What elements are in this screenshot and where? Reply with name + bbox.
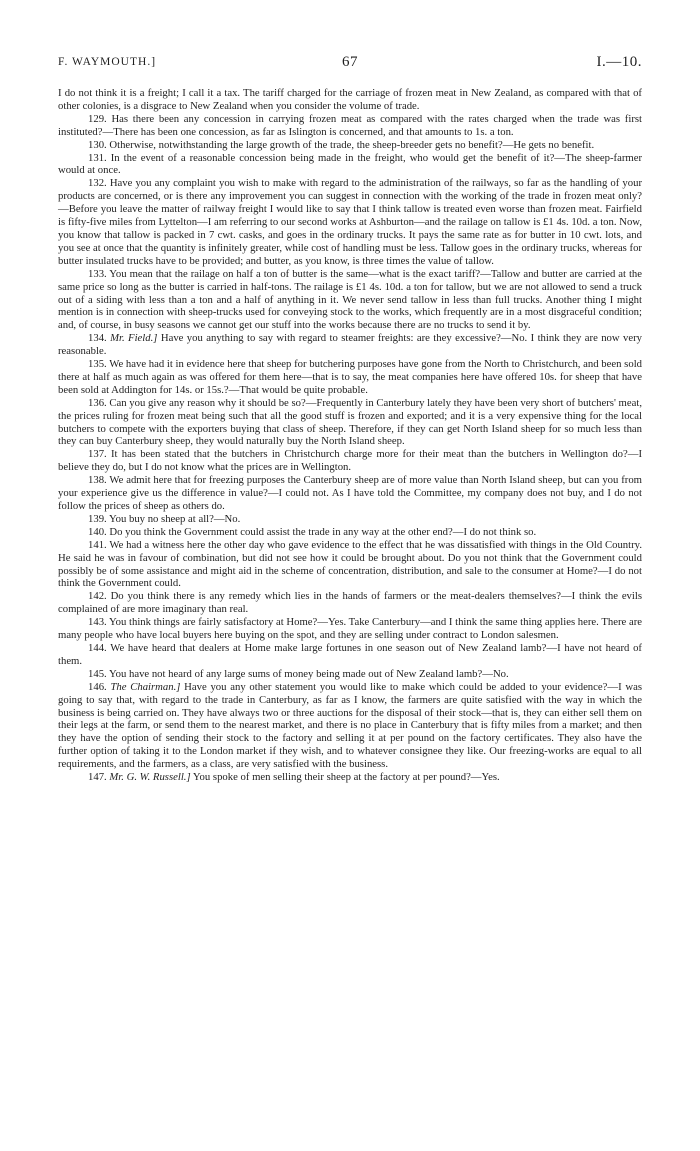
evidence-body xyxy=(58,87,642,784)
question-number: 131. xyxy=(88,151,107,164)
evidence-paragraph xyxy=(58,358,642,397)
page-number: 67 xyxy=(342,54,358,70)
paragraph-text: You think things are fairly satisfactory at Home?—Yes. Take Canterbury—and I think the same thing applies here. There are many people who have local buyers here buying on the spot, and they are selling under contract to London salesmen. xyxy=(58,616,642,642)
question-list xyxy=(58,113,642,784)
question-number: 146. xyxy=(88,680,107,693)
paragraph-text: In the event of a reasonable concession being made in the freight, who would get the benefit of it?—The sheep-farmer would at once. xyxy=(58,151,642,177)
paper-reference: I.—10. xyxy=(596,54,642,70)
paragraph-text: It has been stated that the butchers in Christchurch charge more for their meat than the butchers in Wellington do?—I believe they do, but I do not know what the prices are in Wellington. xyxy=(58,448,643,474)
question-number: 138. xyxy=(88,474,107,487)
question-number: 144. xyxy=(88,641,107,654)
evidence-paragraph xyxy=(58,177,642,267)
evidence-paragraph xyxy=(58,397,642,449)
question-number: 133. xyxy=(88,267,107,280)
question-number: 129. xyxy=(88,112,107,125)
speaker-label: Mr. Field.] xyxy=(110,332,158,345)
paragraph-text: We had a witness here the other day who gave evidence to the effect that he was dissatisfied with things in the Old Country. He said he was in favour of combination, but did not see how it could be brought about. Do you not think that the Government could possibly be of some assistance and might aid in the scheme of concentration, distribution, and sale to the consumer at Home?—I do not think the Government could. xyxy=(58,538,643,590)
paragraph-text: You mean that the railage on half a ton of butter is the same—what is the exact tariff?—Tallow and butter are carried at the same price so long as the butter is carried in half-tons. The railage is £1 4s. 10d. a ton for tallow, but we are not allowed to send a truck out of a siding with less than a ton and a half of anything in it. We never send tallow in less than full trucks. Another thing I might mention is in connection with sheep-trucks used for conveying stock to the works, which frequently are in a most disgraceful condition; and, of course, in busy seasons we cannot get our stuff into the works because there are no trucks to send it by. xyxy=(58,267,642,332)
paragraph-text: Has there been any concession in carrying frozen meat as compared with the rates charged when the trade was first instituted?—There has been one concession, as far as Islington is concerned, and that amounts to 1s. a ton. xyxy=(58,112,643,138)
question-number: 134. xyxy=(88,332,107,345)
question-number: 130. xyxy=(88,138,107,151)
evidence-paragraph xyxy=(58,152,642,178)
paragraph-text: You have not heard of any large sums of money being made out of New Zealand lamb?—No. xyxy=(108,667,509,680)
opening-paragraph: I do not think it is a freight; I call it a tax. The tariff charged for the carriage of frozen meat in New Zealand, as compared with that of other colonies, is a disgrace to New Zealand when you consider the volume of trade. xyxy=(58,87,642,112)
paragraph-text: Do you think the Government could assist the trade in any way at the other end?—I do not think so. xyxy=(109,525,537,538)
evidence-paragraph xyxy=(58,590,642,616)
page-header xyxy=(58,56,642,78)
evidence-paragraph xyxy=(58,616,642,642)
evidence-paragraph xyxy=(58,113,642,139)
paragraph-text: You buy no sheep at all?—No. xyxy=(108,512,241,525)
evidence-paragraph xyxy=(58,642,642,668)
question-number: 140. xyxy=(88,525,107,538)
question-number: 142. xyxy=(88,590,107,603)
evidence-paragraph xyxy=(58,539,642,591)
evidence-paragraph xyxy=(58,771,642,784)
paragraph-text: You spoke of men selling their sheep at the factory at per pound?—Yes. xyxy=(192,771,500,784)
question-number: 143. xyxy=(88,616,107,629)
paragraph-text: Otherwise, notwithstanding the large growth of the trade, the sheep-breeder gets no benefit?—He gets no benefit. xyxy=(109,138,595,151)
evidence-paragraph xyxy=(58,268,642,333)
question-number: 145. xyxy=(88,667,107,680)
speaker-label: The Chairman.] xyxy=(110,680,181,693)
paragraph-text: We have heard that dealers at Home make large fortunes in one season out of New Zealand lamb?—I have not heard of them. xyxy=(58,641,642,667)
paragraph-text: Can you give any reason why it should be so?—Frequently in Canterbury lately they have been very short of butchers' meat, the prices ruling for frozen meat being such that all the good stuff is frozen and exported; and it is a very expensive thing for the local butchers to compete with the exporters buying that class of sheep. Therefore, if they can get North Island sheep for so much less than they can buy Canterbury sheep, they would naturally buy the North Island sheep. xyxy=(58,396,642,448)
evidence-paragraph xyxy=(58,332,642,358)
question-number: 141. xyxy=(88,538,107,551)
paragraph-text: Have you any complaint you wish to make with regard to the administration of the railways, so far as the handling of your products are concerned, or is there any improvement you can suggest in connection with the working of the trade in frozen meat only?—Before you leave the matter of railway freight I would like to say that I think tallow is treated even worse than frozen meat. Fairfield is fifty-five miles from Lyttelton—I am referring to our second works at Ashburton—and the railage on tallow is £1 4s. 10d. a ton. Now, you know that tallow is packed in 7 cwt. casks, and goes in the ordinary trucks. It pays the same rate as for butter in 10 cwt. lots, and you see at once that the quantity is infinitely greater, while cost of handling must be less. Tallow goes in the ordinary trucks, whereas for butter insulated trucks have to be provided; and butter, as you know, is three times the value of tallow. xyxy=(58,177,643,267)
speaker-label: Mr. G. W. Russell.] xyxy=(109,771,191,784)
question-number: 136. xyxy=(88,396,107,409)
witness-name: F. WAYMOUTH.] xyxy=(58,56,157,68)
paragraph-text: We admit here that for freezing purposes the Canterbury sheep are of more value than North Island sheep, but can you from your experience give us the difference in value?—I could not. As I have told the Committee, my company does not buy, and I do not follow the prices of sheep as others do. xyxy=(58,474,642,512)
question-number: 135. xyxy=(88,358,107,371)
evidence-paragraph xyxy=(58,513,642,526)
question-number: 132. xyxy=(88,177,107,190)
question-number: 139. xyxy=(88,512,107,525)
paragraph-text: Do you think there is any remedy which lies in the hands of farmers or the meat-dealers themselves?—I think the evils complained of are more imaginary than real. xyxy=(58,590,643,616)
paragraph-text: We have had it in evidence here that sheep for butchering purposes have gone from the North to Christchurch, and been sold there at half as much again as was offered for them here—that is to say, the meat companies here have offered 10s. for sheep that have been sold at Addington for 14s. or 15s.?—That would be quite probable. xyxy=(58,358,643,396)
question-number: 137. xyxy=(88,448,107,461)
evidence-paragraph xyxy=(58,526,642,539)
evidence-paragraph xyxy=(58,681,642,771)
paragraph-text: Have you any other statement you would like to make which could be added to your evidence?—I was going to say that, with regard to the trade in Canterbury, as far as I know, the farmers are quite satisfied with the way in which the business is being carried on. They have always two or three auctions for the disposal of their stock—that is, they can either sell them on their legs at the farm, or send them to the nearest market, and there is no place in Canterbury that is fifty miles from a market; and then they have the option of sending their stock to the factory and selling it at per pound on the factory certificates. They also have the further option of taking it to the London market if they wish, and to whatever consignee they like. Our freezing-works are equal to all requirements, and the farmers, as a class, are very satisfied with the business. xyxy=(58,680,642,771)
evidence-paragraph xyxy=(58,448,642,474)
question-number: 147. xyxy=(88,771,107,784)
evidence-paragraph xyxy=(58,668,642,681)
paragraph-text: Have you anything to say with regard to steamer freights: are they excessive?—No. I think they are now very reasonable. xyxy=(58,332,643,358)
evidence-paragraph xyxy=(58,474,642,513)
evidence-paragraph xyxy=(58,139,642,152)
